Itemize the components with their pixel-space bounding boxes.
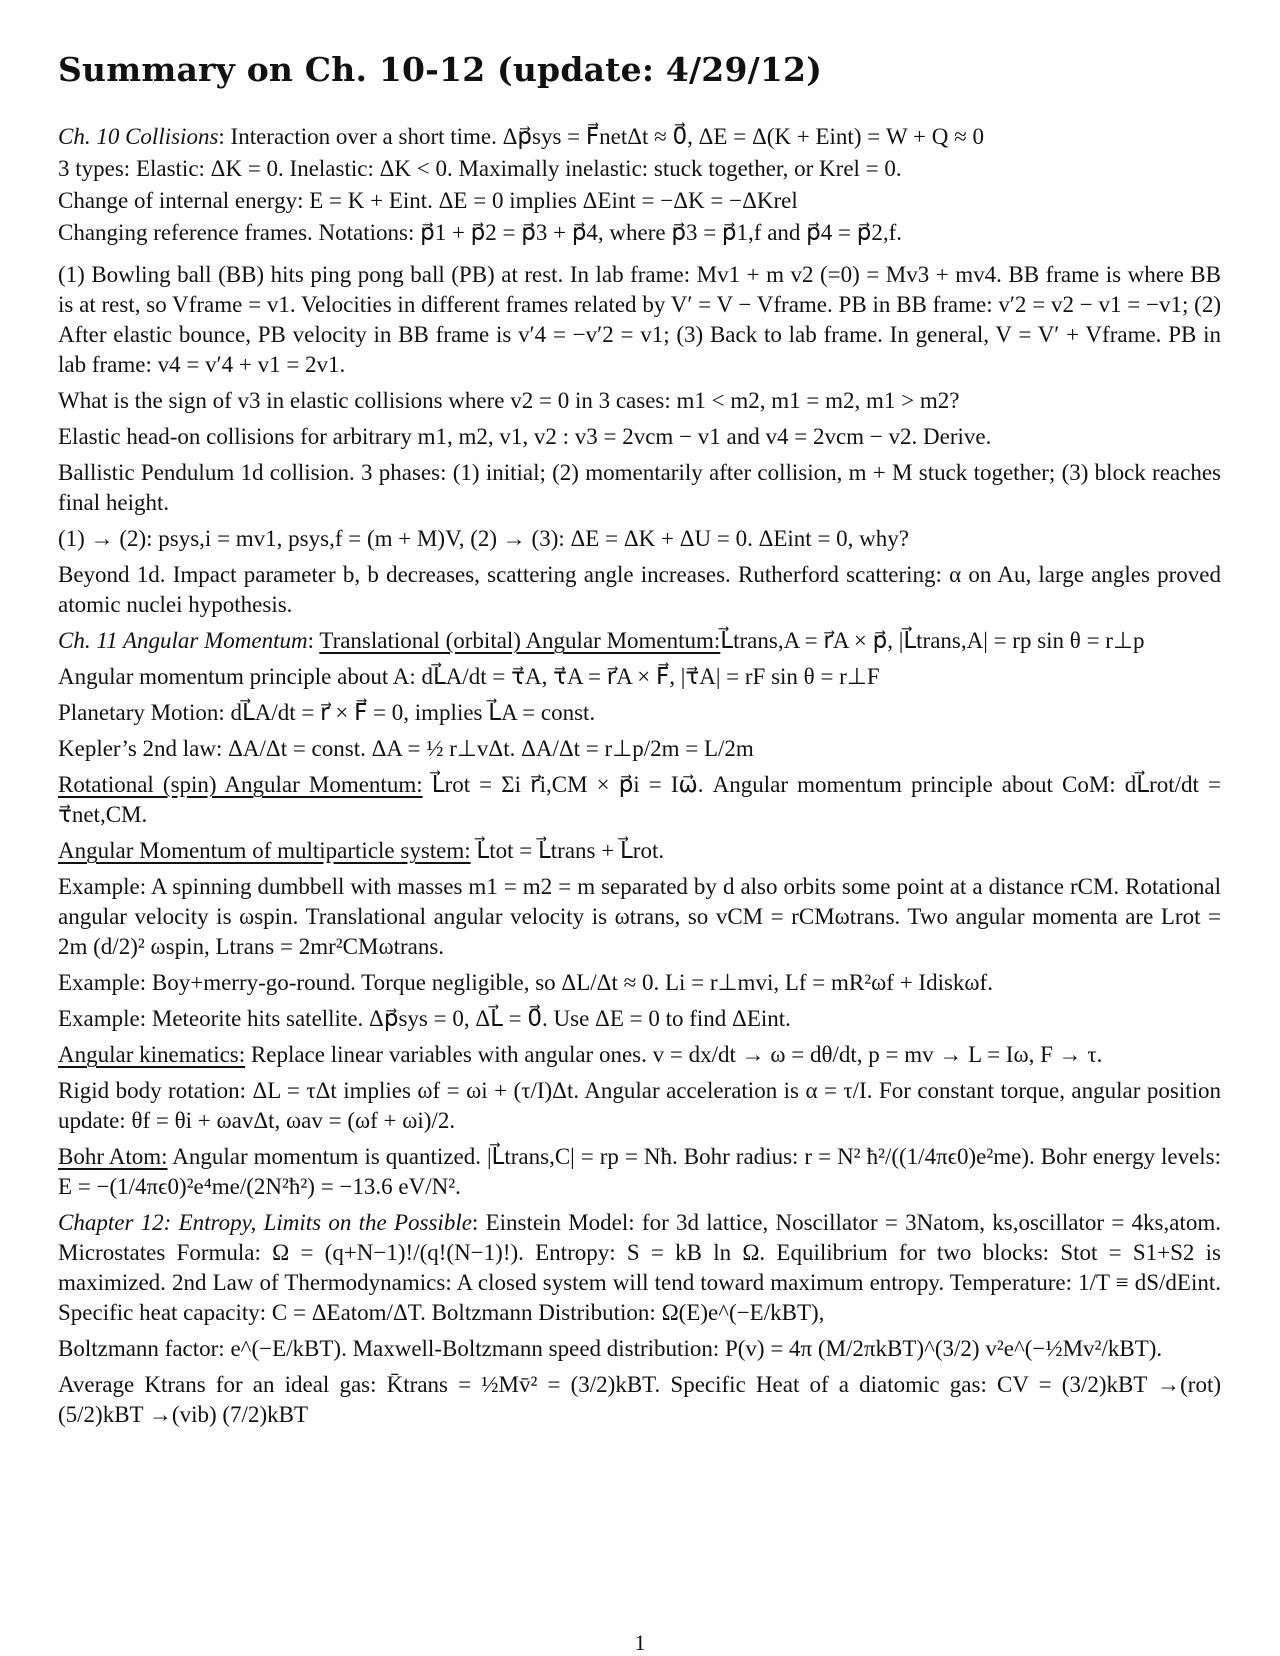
paragraph-text: (1) → (2): psys,i = mv1, psys,f = (m + M)V, (2) → (3): ΔE = ΔK + ΔU = 0. ΔEint = 0, why? xyxy=(58,526,909,552)
paragraph-text: L⃗tot = L⃗trans + L⃗rot. xyxy=(476,838,665,864)
paragraph-text: : Interaction over a short time. Δp⃗sys = F⃗netΔt ≈ 0⃗, ΔE = Δ(K + Eint) = W + Q ≈ 0 xyxy=(218,124,984,150)
paragraph-meteorite xyxy=(58,1004,1221,1034)
subheading-multiparticle: Angular Momentum of multiparticle system: xyxy=(58,838,471,864)
paragraph-text: Change of internal energy: E = K + Eint. ΔE = 0 implies ΔEint = −ΔK = −ΔKrel xyxy=(58,188,798,214)
paragraph-text: Replace linear variables with angular ones. v = dx/dt → ω = dθ/dt, p = mv → L = Iω, F → τ. xyxy=(250,1042,1103,1068)
paragraph-text: (1) Bowling ball (BB) hits ping pong ball (PB) at rest. In lab frame: Mv1 + m v2 (=0) = Mv3 + mv4. BB frame is where BB is at rest, so Vframe = v1. Velocities in different frames related by V′ = V − Vframe. PB in BB frame: v′2 = v2 − v1 = −v1; (2) After elastic bounce, PB velocity in BB frame is v′4 = −v′2 = v1; (3) Back to lab frame. In general, V = V′ + Vframe. PB in lab frame: v4 = v′4 + v1 = 2v1. xyxy=(58,262,1221,378)
paragraph-bohr-atom xyxy=(58,1142,1221,1202)
paragraph-planetary xyxy=(58,698,1221,728)
section-heading-ch11: Ch. 11 Angular Momentum xyxy=(58,628,308,654)
paragraph-beyond-1d xyxy=(58,560,1221,620)
paragraph-boltzmann xyxy=(58,1334,1221,1364)
paragraph-spin xyxy=(58,770,1221,830)
paragraph-text: Elastic head-on collisions for arbitrary m1, m2, v1, v2 : v3 = 2vcm − v1 and v4 = 2vcm − v2. Derive. xyxy=(58,424,992,450)
paragraph-text: Average Ktrans for an ideal gas: K̄trans = ½Mv̄² = (3/2)kBT. Specific Heat of a diatomic gas: CV = (3/2)kBT →(rot) (5/2)kBT →(vib) (7/2)kBT xyxy=(58,1372,1221,1428)
paragraph-angular-kinematics xyxy=(58,1040,1221,1070)
paragraph-text: Kepler’s 2nd law: ΔA/Δt = const. ΔA = ½ r⊥vΔt. ΔA/Δt = r⊥p/2m = L/2m xyxy=(58,736,754,762)
paragraph-dumbbell xyxy=(58,872,1221,962)
paragraph-ch12 xyxy=(58,1208,1221,1328)
paragraph-bowling-ball xyxy=(58,260,1221,380)
paragraph-text: Example: Meteorite hits satellite. Δp⃗sys = 0, ΔL⃗ = 0⃗. Use ΔE = 0 to find ΔEint. xyxy=(58,1006,791,1032)
paragraph-text: Ballistic Pendulum 1d collision. 3 phases: (1) initial; (2) momentarily after collision, m + M stuck together; (3) block reaches final height. xyxy=(58,460,1221,516)
paragraph-ch11: Ch. 11 Angular Momentum: Translational (orbital) Angular Momentum:L⃗trans,A = r⃗A × p⃗, |L⃗trans,A| = rp sin θ = r⊥p xyxy=(58,628,1145,654)
paragraph-text: Angular momentum principle about A: dL⃗A/dt = τ⃗A, τ⃗A = r⃗A × F⃗, |τ⃗A| = rF sin θ = r⊥F xyxy=(58,664,880,690)
paragraph-text: Example: Boy+merry-go-round. Torque negligible, so ΔL/Δt ≈ 0. Li = r⊥mvi, Lf = mR²ωf + Idiskωf. xyxy=(58,970,993,996)
paragraph-text: L⃗trans,A = r⃗A × p⃗, |L⃗trans,A| = rp sin θ = r⊥p xyxy=(720,628,1145,654)
paragraph-reference-frames xyxy=(58,218,1221,248)
paragraph-ch10 xyxy=(58,122,1221,152)
paragraph-rigid-body xyxy=(58,1076,1221,1136)
paragraph-angular-principle xyxy=(58,662,1221,692)
paragraph-internal-energy xyxy=(58,186,1221,216)
subheading-spin: Rotational (spin) Angular Momentum: xyxy=(58,772,423,798)
paragraph-text: L⃗rot = Σi r⃗i,CM × p⃗i = Iω⃗. Angular momentum principle about CoM: dL⃗rot/dt = τ⃗net,CM. xyxy=(58,772,1222,828)
section-heading-ch12: Chapter 12: Entropy, Limits on the Possible xyxy=(58,1210,472,1236)
page-number: 1 xyxy=(634,1630,646,1655)
subheading-bohr: Bohr Atom: xyxy=(58,1144,168,1170)
paragraph-text: : Einstein Model: for 3d lattice, Noscillator = 3Natom, ks,oscillator = 4ks,atom. Microstates Formula: Ω = (q+N−1)!/(q!(N−1)!). Entropy: S = kB ln Ω. Equilibrium for two blocks: Stot = S1+S2 is maximized. 2nd Law of Thermodynamics: A closed system will tend toward maximum entropy. Temperature: 1/T ≡ dS/dEint. Specific heat capacity: C = ΔEatom/ΔT. Boltzmann Distribution: Ω(E)e^(−E/kBT), xyxy=(58,1210,1221,1326)
document-page xyxy=(58,52,1221,1436)
paragraph-collision-types xyxy=(58,154,1221,184)
paragraph-text: Changing reference frames. Notations: p⃗1 + p⃗2 = p⃗3 + p⃗4, where p⃗3 = p⃗1,f and p⃗4 = p⃗2,f. xyxy=(58,220,902,246)
page-title: Summary on Ch. 10-12 (update: 4/29/12) xyxy=(58,50,823,89)
paragraph-text: Rigid body rotation: ΔL = τΔt implies ωf = ωi + (τ/I)Δt. Angular acceleration is α = τ/I. For constant torque, angular position update: θf = θi + ωavΔt, ωav = (ωf + ωi)/2. xyxy=(58,1078,1221,1134)
paragraph-kepler xyxy=(58,734,1221,764)
subheading-translational: Translational (orbital) Angular Momentum: xyxy=(319,628,721,654)
paragraph-phases xyxy=(58,524,1221,554)
paragraph-multiparticle xyxy=(58,836,1221,866)
paragraph-text: 3 types: Elastic: ΔK = 0. Inelastic: ΔK < 0. Maximally inelastic: stuck together, or Krel = 0. xyxy=(58,156,902,182)
paragraph-ballistic-pendulum xyxy=(58,458,1221,518)
paragraph-head-on xyxy=(58,422,1221,452)
paragraph-text: What is the sign of v3 in elastic collisions where v2 = 0 in 3 cases: m1 < m2, m1 = m2, m1 > m2? xyxy=(58,388,960,414)
paragraph-average-k xyxy=(58,1370,1221,1430)
section-heading-ch10: Ch. 10 Collisions xyxy=(58,124,219,150)
paragraph-text: Beyond 1d. Impact parameter b, b decreases, scattering angle increases. Rutherford scattering: α on Au, large angles proved atomic nuclei hypothesis. xyxy=(58,562,1221,618)
paragraph-text: Example: A spinning dumbbell with masses m1 = m2 = m separated by d also orbits some point at a distance rCM. Rotational angular velocity is ωspin. Translational angular velocity is ωtrans, so vCM = rCMωtrans. Two angular momenta are Lrot = 2m (d/2)² ωspin, Ltrans = 2mr²CMωtrans. xyxy=(58,874,1221,960)
paragraph-sign-question xyxy=(58,386,1221,416)
subheading-kinematics: Angular kinematics: xyxy=(58,1042,246,1068)
paragraph-text: Planetary Motion: dL⃗A/dt = r⃗ × F⃗ = 0, implies L⃗A = const. xyxy=(58,700,596,726)
paragraph-merry-go-round xyxy=(58,968,1221,998)
paragraph-text: Angular momentum is quantized. |L⃗trans,C| = rp = Nħ. Bohr radius: r = N² ħ²/((1/4πϵ0)e²me). Bohr energy levels: E = −(1/4πϵ0)²e⁴me/(2N²ħ²) = −13.6 eV/N². xyxy=(58,1144,1222,1200)
paragraph-text: Boltzmann factor: e^(−E/kBT). Maxwell-Boltzmann speed distribution: P(v) = 4π (M/2πkBT)^(3/2) v²e^(−½Mv²/kBT). xyxy=(58,1336,1163,1362)
